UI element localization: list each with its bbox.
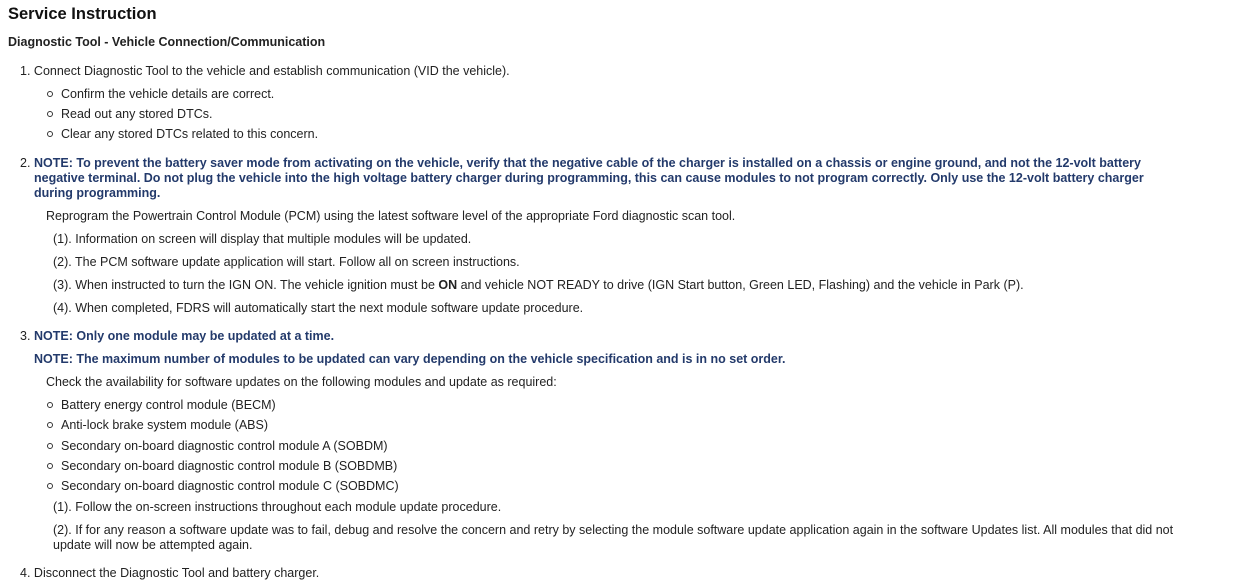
step-3-text: Check the availability for software updates on the following modules and update as required: [46,375,557,389]
step-1 [20,64,510,79]
substep [53,500,501,515]
list-item: Clear any stored DTCs related to this concern. [61,127,319,141]
bullet-icon [47,91,53,97]
list-item: Secondary on-board diagnostic control module B (SOBDMB) [61,459,398,473]
substep-text-before: When instructed to turn the IGN ON. The vehicle ignition must be [75,278,439,292]
substep [53,278,1024,293]
bullet-icon [47,131,53,137]
step-2-note-line-3: during programming. [34,186,161,200]
step-3-number: 3. [20,329,31,343]
bullet-icon [47,443,53,449]
substep [53,523,1173,538]
step-text: Disconnect the Diagnostic Tool and battery charger. [33,566,320,580]
substep-text: The PCM software update application will start. Follow all on screen instructions. [75,255,520,269]
substep-text: Information on screen will display that multiple modules will be updated. [75,232,472,246]
substep-text: If for any reason a software update was to fail, debug and resolve the concern and retry by selecting the module software update application again in the software Updates list. All modules that did not [75,523,1174,537]
list-item: Read out any stored DTCs. [61,107,213,121]
substep [53,301,583,316]
bullet-icon [47,402,53,408]
step-2-number: 2. [20,156,31,170]
substep-text: Follow the on-screen instructions throughout each module update procedure. [75,500,502,514]
step-2-text: Reprogram the Powertrain Control Module (PCM) using the latest software level of the appropriate Ford diagnostic scan tool. [46,209,736,223]
substep-text-bold: ON [438,278,458,292]
list-item: Anti-lock brake system module (ABS) [61,418,269,432]
substep-number: (1). [53,500,72,514]
list-item: Secondary on-board diagnostic control module A (SOBDM) [61,439,388,453]
bullet-icon [47,483,53,489]
list-item: Secondary on-board diagnostic control module C (SOBDMC) [61,479,399,493]
step-2-note-line-1: NOTE: To prevent the battery saver mode from activating on the vehicle, verify that the negative cable of the charger is installed on a chassis or engine ground, and not the 12-volt battery [34,156,1141,170]
step-3-note-1: NOTE: Only one module may be updated at a time. [34,329,335,343]
substep [53,255,520,270]
substep-number: (3). [53,278,72,292]
bullet-icon [47,463,53,469]
step-number: 1. [20,64,31,78]
substep-continuation: update will now be attempted again. [53,538,253,552]
list-item: Confirm the vehicle details are correct. [61,87,275,101]
substep-number: (2). [53,523,72,537]
bullet-icon [47,111,53,117]
step-3-note-2: NOTE: The maximum number of modules to be updated can vary depending on the vehicle specification and is in no set order. [34,352,786,366]
step-number: 4. [20,566,31,580]
step-text: Connect Diagnostic Tool to the vehicle and establish communication (VID the vehicle). [33,64,510,78]
substep-text: When completed, FDRS will automatically start the next module software update procedure. [75,301,584,315]
page-subtitle: Diagnostic Tool - Vehicle Connection/Communication [8,35,326,49]
step-4 [20,566,319,581]
substep-number: (1). [53,232,72,246]
substep [53,232,471,247]
page-title: Service Instruction [8,5,157,23]
step-2-note-line-2: negative terminal. Do not plug the vehicle into the high voltage battery charger during programming, this can cause modules to not program correctly. Only use the 12-volt battery charger [34,171,1144,185]
list-item: Battery energy control module (BECM) [61,398,276,412]
substep-number: (4). [53,301,72,315]
bullet-icon [47,422,53,428]
substep-number: (2). [53,255,72,269]
substep-text-after: and vehicle NOT READY to drive (IGN Start button, Green LED, Flashing) and the vehicle in Park (P). [457,278,1024,292]
